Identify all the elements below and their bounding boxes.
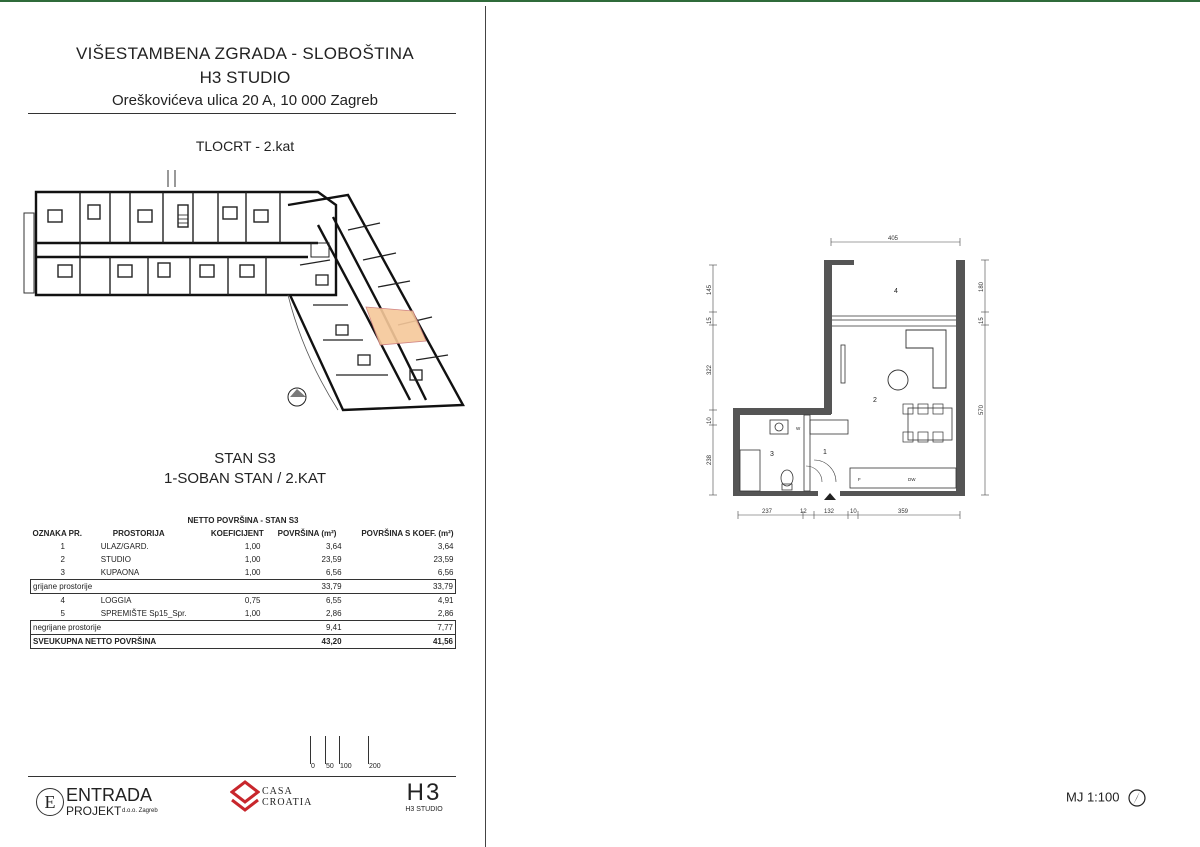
- h3-studio-logo: [398, 780, 450, 818]
- col-header: POVRŠINA (m²): [277, 529, 337, 538]
- scale-bar-label: 100: [340, 763, 352, 770]
- scale-bar: [308, 736, 388, 770]
- entrada-logo: [36, 782, 166, 822]
- dim-label: 359: [898, 509, 909, 515]
- north-arrow-icon: [1127, 788, 1147, 808]
- unit-type: 1-SOBAN STAN / 2.KAT: [164, 470, 326, 487]
- room-number: 3: [770, 451, 774, 458]
- scale-bar-label: 200: [369, 763, 381, 770]
- room-number: 2: [873, 397, 877, 404]
- sheet-divider: [485, 6, 486, 847]
- project-address: Oreškovićeva ulica 20 A, 10 000 Zagreb: [112, 92, 378, 109]
- top-border: [0, 0, 1200, 2]
- floor-plan: [700, 230, 1000, 530]
- area-table-header: [31, 527, 456, 540]
- scale-bar-label: 50: [326, 763, 334, 770]
- dim-label: 145: [707, 284, 713, 295]
- col-header: PROSTORIJA: [112, 529, 165, 538]
- scale-text: MJ 1:100: [1066, 789, 1120, 805]
- casa-line1: CASA: [262, 786, 293, 797]
- scale-label: [1066, 788, 1147, 808]
- area-table: [30, 514, 456, 649]
- dim-label: 570: [979, 404, 985, 415]
- room-number: 1: [823, 449, 827, 456]
- washer-label: W: [796, 426, 801, 431]
- dim-label: 238: [707, 454, 713, 465]
- entrada-name: ENTRADA: [66, 785, 153, 805]
- entrada-subname: PROJEKT: [66, 804, 122, 818]
- table-row: 3 KUPAONA 1,00 6,56 6,56: [60, 568, 454, 577]
- table-row: 5 SPREMIŠTE Sp15_Spr. 1,00 2,86 2,86: [60, 609, 454, 618]
- entrada-city: d.o.o. Zagreb: [122, 808, 158, 814]
- casa-croatia-logo: [230, 780, 320, 816]
- table-row: 4 LOGGIA 0,75 6,55 4,91: [60, 596, 454, 605]
- dim-label: 237: [762, 509, 773, 515]
- col-header: POVRŠINA S KOEF. (m²): [361, 529, 454, 538]
- dishwasher-label: DW: [908, 477, 916, 482]
- dim-label: 12: [800, 509, 807, 515]
- dim-label: 10: [707, 417, 713, 424]
- project-title: VIŠESTAMBENA ZGRADA - SLOBOŠTINA: [75, 44, 415, 63]
- fridge-label: F: [858, 477, 861, 482]
- dim-label: 180: [979, 281, 985, 292]
- h3-line: H3 STUDIO: [405, 806, 443, 813]
- header-rule: [28, 113, 456, 114]
- dim-label: 132: [824, 509, 835, 515]
- room-number: 4: [894, 288, 898, 295]
- unit-name: STAN S3: [214, 450, 276, 467]
- col-header: KOEFICIJENT: [210, 529, 264, 538]
- site-plan: [18, 165, 468, 415]
- dim-label: 15: [979, 317, 985, 324]
- table-row: 1 ULAZ/GARD. 1,00 3,64 3,64: [60, 542, 454, 551]
- studio-name: H3 STUDIO: [199, 68, 291, 87]
- scale-bar-label: 0: [311, 763, 315, 770]
- table-row: 2 STUDIO 1,00 23,59 23,59: [60, 555, 454, 564]
- subtotal-row: grijane prostorije 33,79 33,79: [31, 580, 456, 594]
- area-table-title: NETTO POVRŠINA - STAN S3: [187, 516, 299, 525]
- subtotal-row: negrijane prostorije 9,41 7,77: [31, 621, 456, 635]
- footer-rule: [28, 776, 456, 777]
- casa-line2: CROATIA: [262, 797, 313, 808]
- grand-total-row: SVEUKUPNA NETTO POVRŠINA 43,20 41,56: [31, 635, 456, 649]
- site-plan-title: TLOCRT - 2.kat: [195, 138, 295, 154]
- dim-label: 15: [707, 317, 713, 324]
- dim-label: 10: [850, 509, 857, 515]
- dim-label: 322: [707, 364, 713, 375]
- col-header: OZNAKA PR.: [32, 529, 82, 538]
- casa-mark-icon: [230, 780, 260, 816]
- highlighted-unit: [366, 307, 426, 345]
- h3-mark: H3: [406, 779, 442, 806]
- dim-label: 405: [888, 236, 899, 242]
- entrada-mark: E: [36, 788, 64, 816]
